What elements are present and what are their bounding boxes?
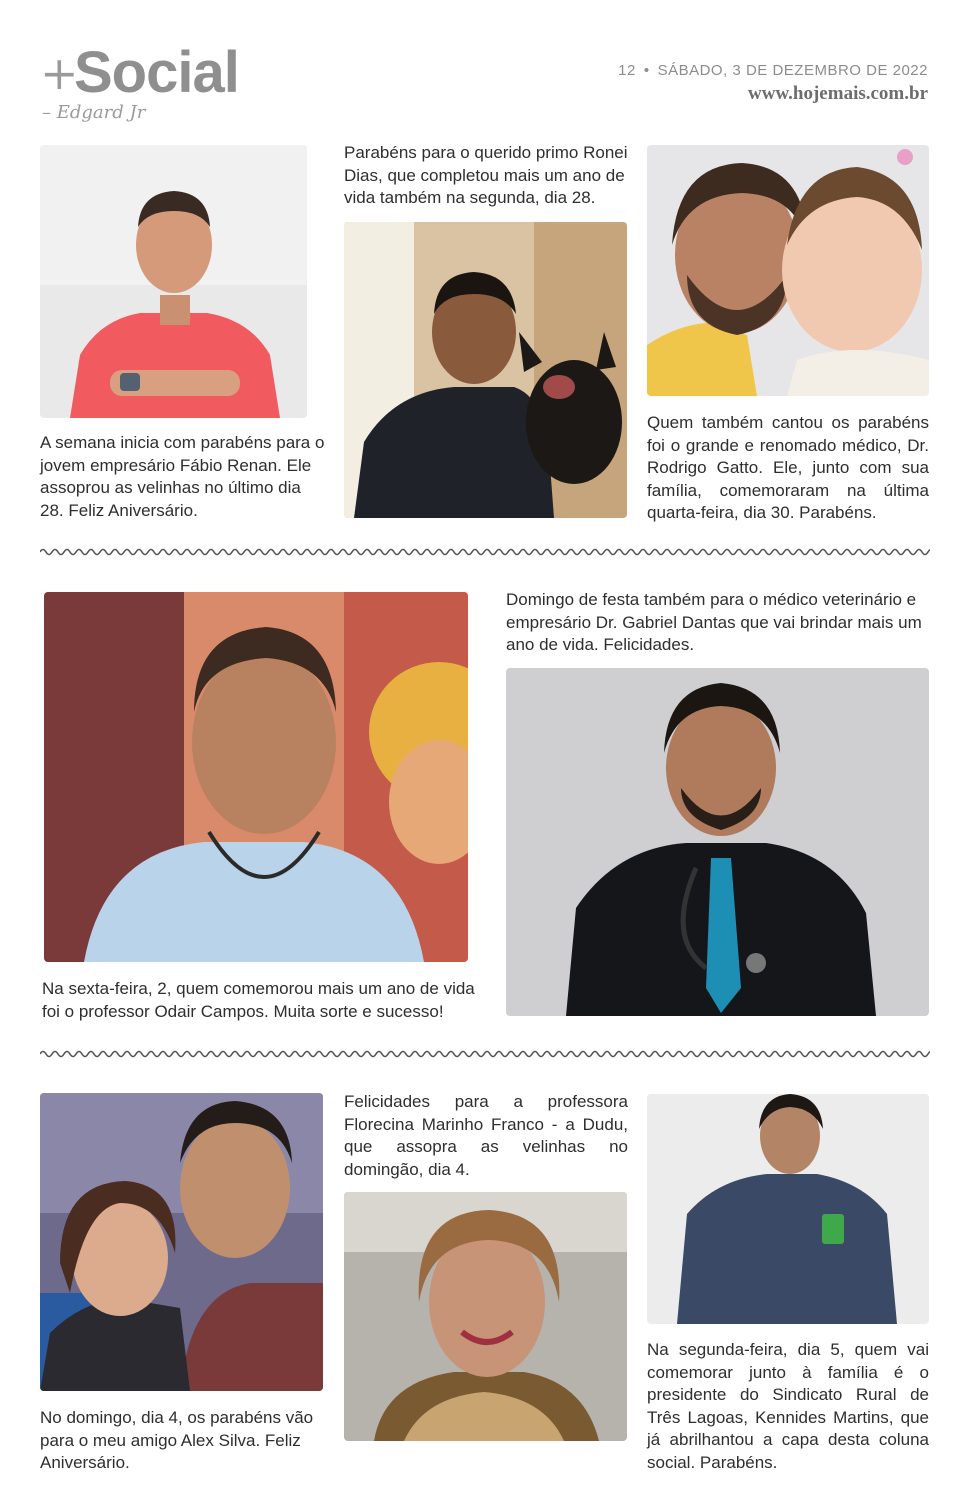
page-number: 12 [618,62,636,79]
issue-date: SÁBADO, 3 DE DEZEMBRO DE 2022 [657,62,928,79]
columnist-signature: – Edgard Jr [42,102,146,123]
website-link[interactable]: www.hojemais.com.br [748,83,928,104]
photo-florecina-franco [344,1192,627,1441]
wavy-divider [40,545,930,559]
caption-fabio-renan: A semana inicia com parabéns para o jovem empresário Fábio Renan. Ele assoprou as velinhas no último dia 28. Feliz Aniversário. [40,433,325,520]
photo-fabio-renan [40,145,307,418]
caption-alex-silva: No domingo, dia 4, os parabéns vão para o meu amigo Alex Silva. Feliz Aniversário. [40,1408,314,1472]
caption-ronei-dias: Parabéns para o querido primo Ronei Dias, que completou mais um ano de vida também na segunda, dia 28. [344,143,628,207]
caption-kennides-martins: Na segunda-feira, dia 5, quem vai comemorar junto à família é o presidente do Sindicato Rural de Três Lagoas, Kennides Martins, que já abrilhantou a capa desta coluna social. Parabéns. [647,1340,929,1472]
caption-florecina-franco: Felicidades para a professora Florecina Marinho Franco - a Dudu, que assopra as velinhas no domingão, dia 4. [344,1092,628,1179]
photo-alex-silva [40,1093,323,1391]
photo-rodrigo-gatto [647,145,929,396]
wavy-divider [40,1047,930,1061]
page-meta [618,62,928,105]
photo-gabriel-dantas [506,668,929,1016]
column-logo [40,40,280,130]
separator-dot: • [643,62,650,79]
page-date-line [618,62,928,79]
photo-kennides-martins [647,1094,929,1324]
logo-plus: + [40,46,79,100]
caption-odair-campos: Na sexta-feira, 2, quem comemorou mais um ano de vida foi o professor Odair Campos. Muita sorte e sucesso! [42,979,475,1021]
caption-gabriel-dantas: Domingo de festa também para o médico veterinário e empresário Dr. Gabriel Dantas que vai brindar mais um ano de vida. Felicidades. [506,590,922,654]
logo-title: Social [74,40,239,105]
photo-ronei-dias [344,222,627,518]
photo-odair-campos [44,592,468,962]
caption-rodrigo-gatto: Quem também cantou os parabéns foi o grande e renomado médico, Dr. Rodrigo Gatto. Ele, junto com sua família, comemoraram na última quarta-feira, dia 30. Parabéns. [647,413,929,522]
